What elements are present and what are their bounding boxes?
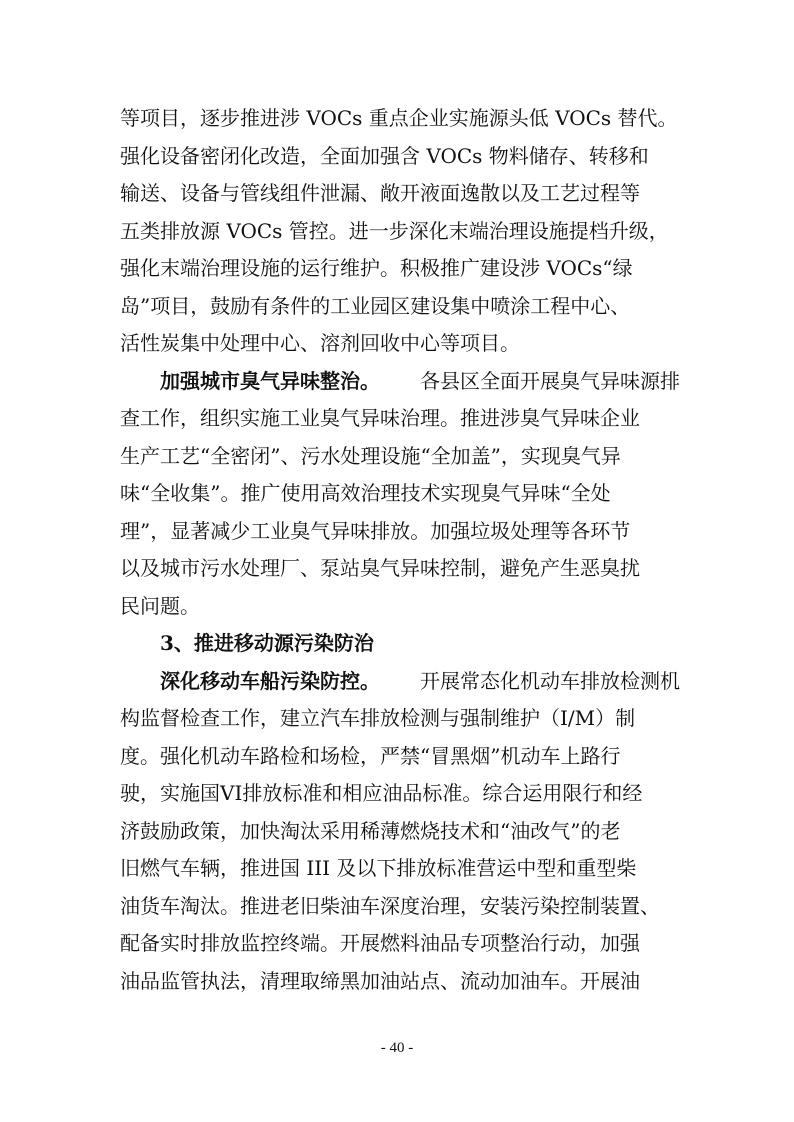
text-line: 活性炭集中处理中心、溶剂回收中心等项目。: [120, 331, 520, 355]
text-line: 驶，实施国VI排放标准和相应油品标准。综合运用限行和经: [120, 781, 643, 805]
text-line: 强化末端治理设施的运行维护。积极推广建设涉 VOCs“绿: [120, 256, 633, 280]
text-line: 等项目，逐步推进涉 VOCs 重点企业实施源头低 VOCs 替代。: [120, 106, 678, 130]
text-run: 各县区全面开展臭气异味源排: [420, 368, 680, 393]
text-line: 生产工艺“全密闭”、污水处理设施“全加盖”，实现臭气异: [120, 443, 621, 468]
text-line: 民问题。: [120, 593, 200, 618]
text-line: 构监督检查工作，建立汽车排放检测与强制维护（I/M）制: [120, 706, 636, 730]
vehicle-heading: 深化移动车船污染防控。: [160, 668, 380, 693]
text-line: 岛”项目，鼓励有条件的工业园区建设集中喷涂工程中心、: [120, 293, 631, 318]
text-line: 度。强化机动车路检和场检，严禁“冒黑烟”机动车上路行: [120, 743, 621, 768]
text-line: 味“全收集”。推广使用高效治理技术实现臭气异味“全处: [120, 481, 611, 505]
text-run: 开展常态化机动车排放检测机: [420, 668, 680, 693]
page-number: - 40 -: [380, 1040, 414, 1056]
paragraph-vehicle-first-line: [120, 663, 680, 701]
paragraph-odor-first-line: [120, 363, 680, 401]
text-line: 油货车淘汰。推进老旧柴油车深度治理，安装污染控制装置、: [120, 893, 660, 918]
text-line: 油品监管执法，清理取缔黑加油站点、流动加油车。开展油: [120, 968, 640, 993]
odor-heading: 加强城市臭气异味整治。: [160, 368, 380, 393]
text-line: 查工作，组织实施工业臭气异味治理。推进涉臭气异味企业: [120, 406, 640, 430]
text-line: 旧燃气车辆，推进国 III 及以下排放标准营运中型和重型柴: [120, 856, 637, 880]
document-body: [120, 100, 680, 1000]
text-line: 济鼓励政策，加快淘汰采用稀薄燃烧技术和“油改气”的老: [120, 818, 621, 843]
text-line: 输送、设备与管线组件泄漏、敞开液面逸散以及工艺过程等: [120, 181, 640, 205]
text-line: 强化设备密闭化改造，全面加强含 VOCs 物料储存、转移和: [120, 143, 649, 168]
text-line: 五类排放源 VOCs 管控。进一步深化末端治理设施提档升级，: [120, 218, 669, 243]
section-heading: 3、推进移动源污染防治: [160, 631, 374, 655]
text-line: 理”，显著减少工业臭气异味排放。加强垃圾处理等各环节: [120, 518, 631, 543]
text-line: 配备实时排放监控终端。开展燃料油品专项整治行动，加强: [120, 931, 640, 955]
text-line: 以及城市污水处理厂、泵站臭气异味控制，避免产生恶臭扰: [120, 556, 640, 580]
